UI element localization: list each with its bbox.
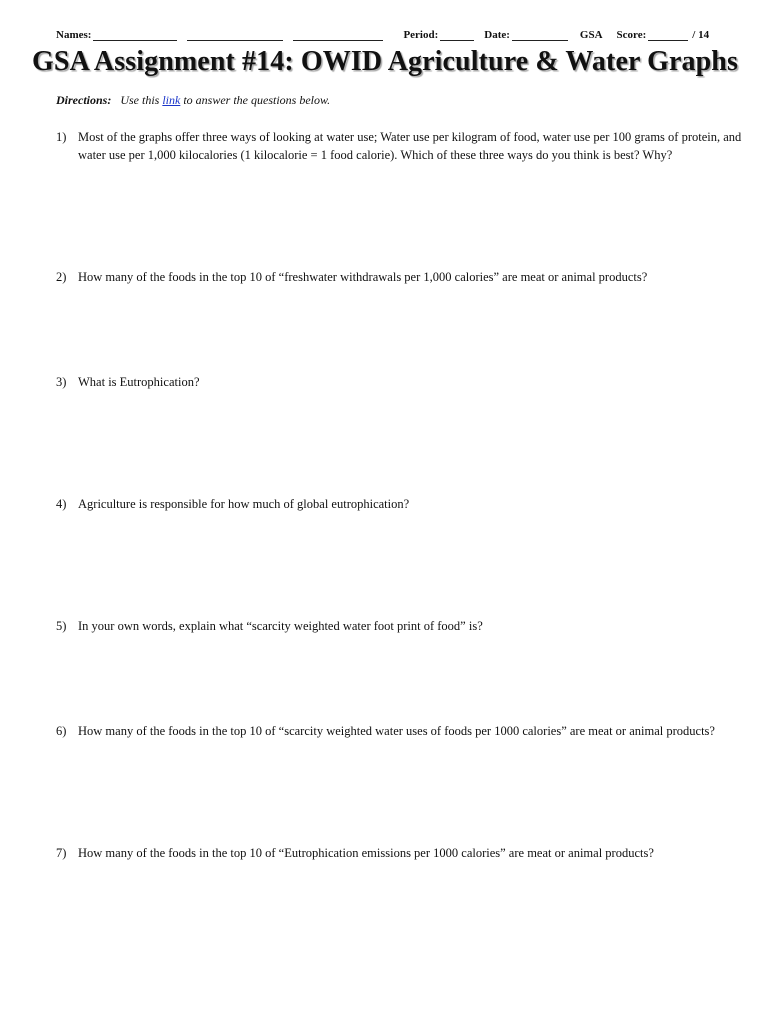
name-blank-1[interactable] bbox=[93, 30, 177, 41]
name-blank-2[interactable] bbox=[187, 30, 283, 41]
question-number: 3) bbox=[56, 375, 67, 389]
question-number: 1) bbox=[56, 130, 67, 144]
question-text: How many of the foods in the top 10 of “Eutrophication emissions per 1000 calories” are meat or animal products? bbox=[78, 846, 654, 860]
question-text: What is Eutrophication? bbox=[78, 375, 200, 389]
question-number: 5) bbox=[56, 619, 67, 633]
name-blank-3[interactable] bbox=[293, 30, 383, 41]
question-number: 7) bbox=[56, 846, 67, 860]
directions-after: to answer the questions below. bbox=[183, 93, 331, 107]
score-blank[interactable] bbox=[648, 30, 688, 41]
directions-before: Use this bbox=[120, 93, 160, 107]
question-3 bbox=[56, 373, 746, 391]
question-text: Most of the graphs offer three ways of looking at water use; Water use per kilogram of food, water use per 100 grams of protein, and water use per 1,000 kilocalories (1 kilocalorie = 1 food calorie). Which of these three ways do you think is best? Why? bbox=[78, 130, 742, 162]
header-row bbox=[56, 29, 730, 41]
date-blank[interactable] bbox=[512, 30, 568, 41]
directions bbox=[56, 93, 330, 108]
question-2 bbox=[56, 268, 746, 286]
question-1 bbox=[56, 128, 746, 164]
question-text: How many of the foods in the top 10 of “freshwater withdrawals per 1,000 calories” are meat or animal products? bbox=[78, 270, 648, 284]
question-number: 2) bbox=[56, 270, 67, 284]
question-number: 4) bbox=[56, 497, 67, 511]
period-blank[interactable] bbox=[440, 30, 474, 41]
date-label: Date: bbox=[484, 29, 510, 41]
score-label: Score: bbox=[616, 29, 647, 41]
directions-label: Directions: bbox=[56, 93, 112, 107]
question-4 bbox=[56, 495, 746, 513]
question-7 bbox=[56, 844, 746, 862]
score-total: / 14 bbox=[692, 29, 710, 41]
question-text: How many of the foods in the top 10 of “scarcity weighted water uses of foods per 1000 calories” are meat or animal products? bbox=[78, 724, 715, 738]
directions-link[interactable]: link bbox=[162, 93, 181, 107]
period-label: Period: bbox=[403, 29, 439, 41]
names-label: Names: bbox=[56, 29, 92, 41]
question-5 bbox=[56, 617, 746, 635]
page-title: GSA Assignment #14: OWID Agriculture & Water Graphs bbox=[32, 46, 738, 77]
question-6 bbox=[56, 722, 746, 740]
question-number: 6) bbox=[56, 724, 67, 738]
question-text: In your own words, explain what “scarcity weighted water foot print of food” is? bbox=[78, 619, 483, 633]
gsa-label: GSA bbox=[579, 29, 603, 41]
question-text: Agriculture is responsible for how much of global eutrophication? bbox=[78, 497, 410, 511]
